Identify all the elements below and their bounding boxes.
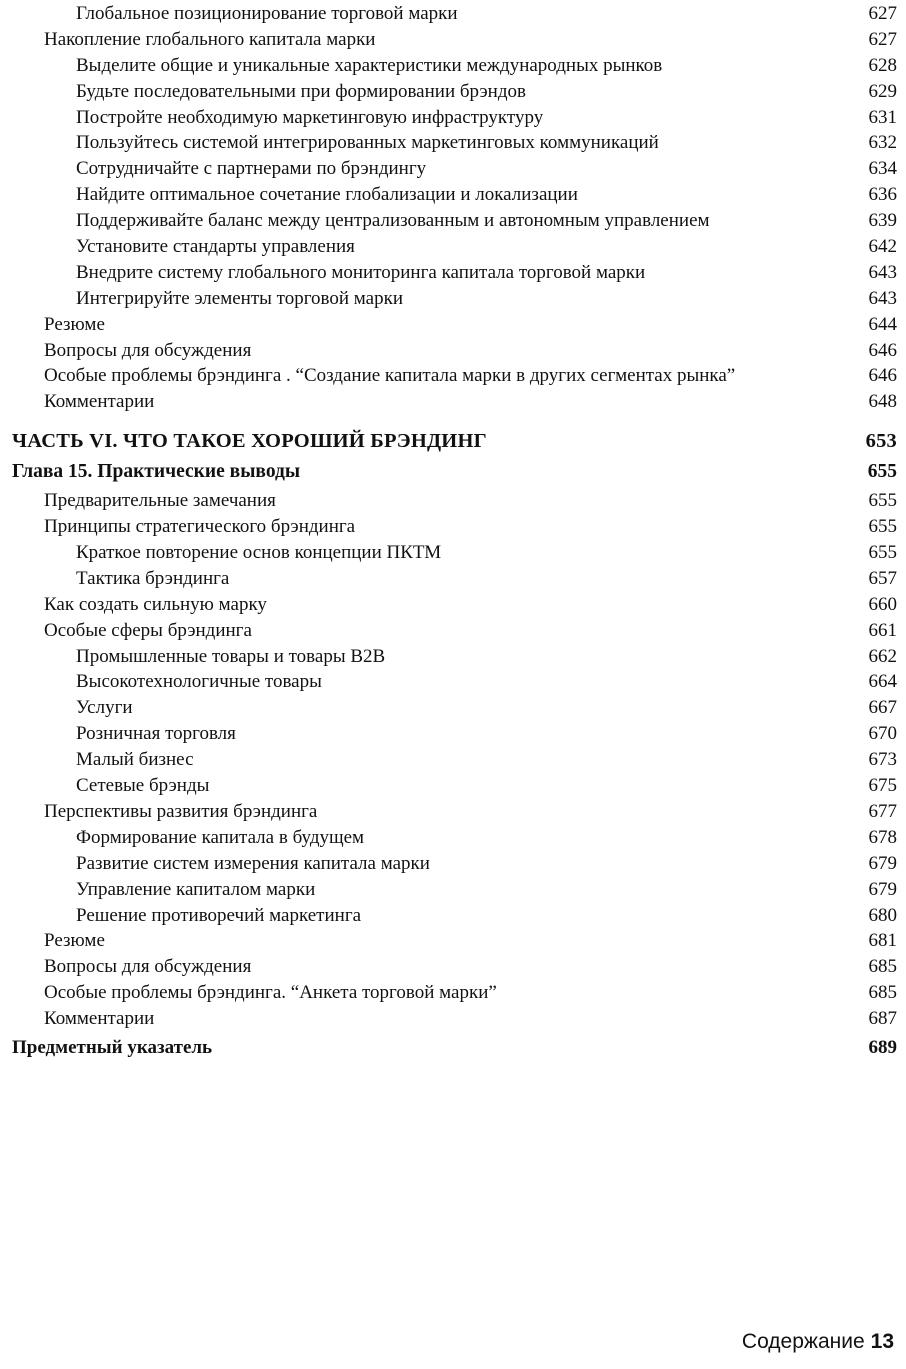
toc-entry-page: 661 xyxy=(868,619,897,641)
toc-entry-title: Предметный указатель xyxy=(12,1036,213,1058)
toc-entry[interactable] xyxy=(12,877,897,903)
toc-entry-page: 675 xyxy=(868,775,897,797)
toc-entry-title: ЧАСТЬ VI. ЧТО ТАКОЕ ХОРОШИЙ БРЭНДИНГ xyxy=(12,430,487,453)
footer-section-title: Содержание xyxy=(741,1330,865,1353)
toc-entry[interactable] xyxy=(12,234,897,260)
toc-entry[interactable] xyxy=(12,903,897,929)
toc-entry-title: Решение противоречий маркетинга xyxy=(76,904,362,926)
toc-entry[interactable] xyxy=(12,669,897,695)
toc-entry-title: Управление капиталом марки xyxy=(76,878,316,900)
toc-entry-page: 670 xyxy=(868,723,897,745)
toc-entry[interactable] xyxy=(12,851,897,877)
toc-entry[interactable] xyxy=(12,105,897,131)
toc-entry-page: 689 xyxy=(868,1036,897,1058)
toc-entry[interactable] xyxy=(12,592,897,618)
toc-entry-page: 677 xyxy=(868,800,897,822)
toc-section-continued xyxy=(12,1,897,415)
toc-entry[interactable] xyxy=(12,825,897,851)
toc-entry-page: 655 xyxy=(868,490,897,512)
footer-page-number: 13 xyxy=(870,1330,894,1353)
toc-entry[interactable] xyxy=(12,389,897,415)
toc-entry[interactable] xyxy=(12,514,897,540)
toc-entry-title: Перспективы развития брэндинга xyxy=(44,800,318,822)
toc-part-heading[interactable] xyxy=(12,426,897,456)
toc-entry-title: Интегрируйте элементы торговой марки xyxy=(76,287,404,309)
toc-entry-page: 643 xyxy=(868,287,897,309)
toc-entry-page: 646 xyxy=(868,339,897,361)
toc-entry-page: 673 xyxy=(868,749,897,771)
toc-entry-page: 655 xyxy=(868,516,897,538)
toc-entry[interactable] xyxy=(12,156,897,182)
toc-entry-title: Комментарии xyxy=(44,391,155,413)
toc-entry-page: 655 xyxy=(867,461,897,483)
toc-entry-title: Особые сферы брэндинга xyxy=(44,619,252,641)
toc-entry-title: Будьте последовательными при формировании брэндов xyxy=(76,80,526,102)
toc-entry[interactable] xyxy=(12,79,897,105)
toc-entry-title: Промышленные товары и товары В2В xyxy=(76,645,386,667)
toc-entry[interactable] xyxy=(12,260,897,286)
toc-entry-page: 664 xyxy=(868,671,897,693)
toc-entry-page: 636 xyxy=(868,184,897,206)
toc-entry-title: Глава 15. Практические выводы xyxy=(12,461,301,483)
toc-entry[interactable] xyxy=(12,954,897,980)
page-footer xyxy=(742,1330,894,1354)
toc-chapter-heading[interactable] xyxy=(12,456,897,488)
toc-entry[interactable] xyxy=(12,980,897,1006)
toc-entry[interactable] xyxy=(12,773,897,799)
toc-entry[interactable] xyxy=(12,182,897,208)
toc-index-entry[interactable] xyxy=(12,1035,897,1061)
toc-entry-page: 627 xyxy=(868,28,897,50)
toc-entry-title: Глобальное позиционирование торговой марки xyxy=(76,3,458,24)
toc-entry-title: Малый бизнес xyxy=(76,749,194,771)
toc-entry-title: Особые проблемы брэндинга . “Создание капитала марки в других сегментах рынка” xyxy=(44,365,736,387)
toc-entry-page: 629 xyxy=(868,80,897,102)
toc-entry-page: 685 xyxy=(868,956,897,978)
toc-chapter-entries xyxy=(12,488,897,1032)
toc-entry-page: 660 xyxy=(868,593,897,615)
toc-entry-title: Накопление глобального капитала марки xyxy=(44,28,376,50)
toc-entry-page: 685 xyxy=(868,982,897,1004)
toc-entry-page: 679 xyxy=(868,852,897,874)
toc-entry-title: Как создать сильную марку xyxy=(44,593,267,615)
toc-entry-page: 678 xyxy=(868,826,897,848)
toc-entry[interactable] xyxy=(12,799,897,825)
toc-entry-page: 634 xyxy=(868,158,897,180)
toc-entry[interactable] xyxy=(12,928,897,954)
toc-entry-title: Розничная торговля xyxy=(76,723,236,745)
toc-entry[interactable] xyxy=(12,1006,897,1032)
toc-entry-title: Внедрите систему глобального мониторинга капитала торговой марки xyxy=(76,261,646,283)
toc-entry-page: 632 xyxy=(868,132,897,154)
toc-entry-page: 687 xyxy=(868,1008,897,1030)
toc-entry-page: 627 xyxy=(868,3,897,24)
toc-entry[interactable] xyxy=(12,721,897,747)
toc-entry-title: Комментарии xyxy=(44,1008,155,1030)
toc-entry-title: Пользуйтесь системой интегрированных маркетинговых коммуникаций xyxy=(76,132,659,154)
toc-entry-page: 646 xyxy=(868,365,897,387)
toc-entry-title: Развитие систем измерения капитала марки xyxy=(76,852,430,874)
toc-entry-page: 681 xyxy=(868,930,897,952)
toc-entry-title: Установите стандарты управления xyxy=(76,236,355,258)
toc-entry-page: 662 xyxy=(868,645,897,667)
toc-entry-page: 643 xyxy=(868,261,897,283)
toc-entry-title: Особые проблемы брэндинга. “Анкета торговой марки” xyxy=(44,982,497,1004)
toc-entry-page: 655 xyxy=(868,542,897,564)
toc-entry-page: 644 xyxy=(868,313,897,335)
toc-entry-title: Услуги xyxy=(76,697,133,719)
toc-entry-page: 653 xyxy=(865,430,897,453)
toc-entry[interactable] xyxy=(12,53,897,79)
toc-entry-title: Высокотехнологичные товары xyxy=(76,671,322,693)
toc-entry-title: Краткое повторение основ концепции ПКТМ xyxy=(76,542,442,564)
toc-entry-page: 642 xyxy=(868,236,897,258)
toc-entry-title: Сотрудничайте с партнерами по брэндингу xyxy=(76,158,427,180)
toc-entry[interactable] xyxy=(12,566,897,592)
toc-entry-page: 639 xyxy=(868,210,897,232)
toc-entry-title: Резюме xyxy=(44,930,105,952)
toc-entry[interactable] xyxy=(12,1,897,27)
toc-entry-title: Постройте необходимую маркетинговую инфраструктуру xyxy=(76,106,544,128)
toc-entry[interactable] xyxy=(12,644,897,670)
toc-entry[interactable] xyxy=(12,27,897,53)
toc-entry-title: Предварительные замечания xyxy=(44,490,276,512)
toc-entry[interactable] xyxy=(12,286,897,312)
toc-entry[interactable] xyxy=(12,208,897,234)
toc-entry-page: 657 xyxy=(868,567,897,589)
toc-entry-page: 679 xyxy=(868,878,897,900)
toc-entry-page: 680 xyxy=(868,904,897,926)
toc-entry-title: Вопросы для обсуждения xyxy=(44,956,252,978)
toc-entry-title: Резюме xyxy=(44,313,105,335)
toc-entry-title: Тактика брэндинга xyxy=(76,567,230,589)
toc-entry-page: 631 xyxy=(868,106,897,128)
toc-entry-title: Вопросы для обсуждения xyxy=(44,339,252,361)
toc-entry[interactable] xyxy=(12,312,897,338)
toc-entry-title: Принципы стратегического брэндинга xyxy=(44,516,356,538)
toc-entry[interactable] xyxy=(12,540,897,566)
toc-entry[interactable] xyxy=(12,338,897,364)
toc-entry[interactable] xyxy=(12,363,897,389)
table-of-contents xyxy=(12,1,897,1061)
toc-entry-page: 667 xyxy=(868,697,897,719)
toc-entry-page: 628 xyxy=(868,54,897,76)
toc-entry-title: Найдите оптимальное сочетание глобализации и локализации xyxy=(76,184,578,206)
toc-entry[interactable] xyxy=(12,695,897,721)
toc-entry-title: Поддерживайте баланс между централизованным и автономным управлением xyxy=(76,210,710,232)
toc-entry[interactable] xyxy=(12,618,897,644)
toc-entry-title: Сетевые брэнды xyxy=(76,775,210,797)
toc-entry[interactable] xyxy=(12,747,897,773)
toc-entry[interactable] xyxy=(12,488,897,514)
toc-entry[interactable] xyxy=(12,130,897,156)
toc-entry-title: Выделите общие и уникальные характеристики международных рынков xyxy=(76,54,663,76)
toc-entry-page: 648 xyxy=(868,391,897,413)
toc-entry-title: Формирование капитала в будущем xyxy=(76,826,365,848)
